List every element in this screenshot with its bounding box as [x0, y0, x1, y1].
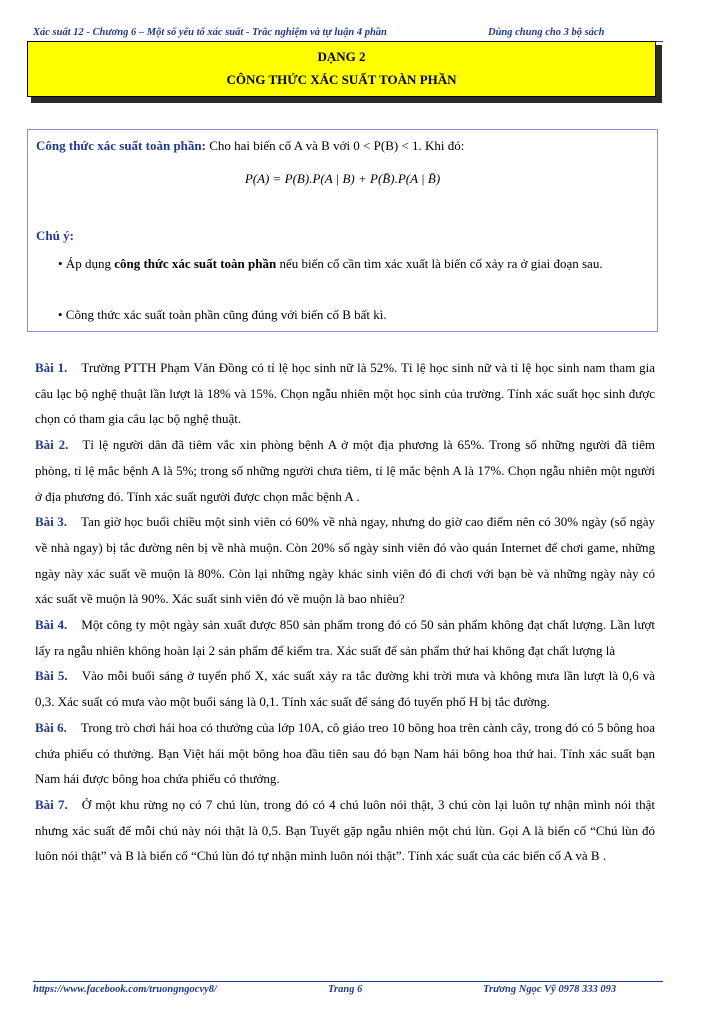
banner-line-1: DẠNG 2 — [317, 49, 366, 64]
exercise-text: Một công ty một ngày sản xuất được 850 sản phẩm trong đó có 50 sản phẩm không đạt chất lượng. Lần lượt lấy ra ngẫu nhiên không hoàn lại 2 sản phẩm để kiểm tra. Xác suất để sản phẩm thứ hai không đạt chất lượng là — [35, 617, 655, 658]
note-title: Chú ý: — [36, 228, 74, 243]
exercise-1 — [35, 355, 655, 432]
exercise-text: Vào mỗi buổi sáng ở tuyến phố X, xác suất xảy ra tắc đường khi trời mưa và không mưa lần lượt là 0,6 và 0,3. Xác suất có mưa vào một buổi sáng là 0,1. Tính xác suất để sáng đó tuyến phố H bị tắc đường. — [35, 668, 655, 710]
exercise-4 — [35, 612, 655, 663]
header-subtitle: Dùng chung cho 3 bộ sách — [488, 27, 605, 38]
section-banner — [27, 41, 656, 97]
page-header — [33, 27, 663, 42]
exercise-label: Bài 6. — [35, 719, 67, 735]
formula-intro-title: Công thức xác suất toàn phần: — [36, 138, 206, 153]
exercise-text: Trong trò chơi hái hoa có thưởng của lớp 10A, cô giáo treo 10 bông hoa trên cành cây, trong đó có 5 bông hoa chứa phiếu có thưởng. Bạn Việt hái một bông hoa đầu tiên sau đó bạn Nam hái bông hoa thứ hai. Tính xác suất bạn Nam hái được bông hoa chứa phiếu có thưởng. — [35, 719, 655, 787]
header-title: Xác suất 12 - Chương 6 – Một số yếu tố xác suất - Trắc nghiệm và tự luận 4 phần — [33, 27, 387, 38]
exercise-label: Bài 4. — [35, 617, 68, 633]
exercise-list — [35, 355, 655, 869]
exercise-label: Bài 1. — [35, 360, 68, 375]
footer-facebook-link[interactable]: https://www.facebook.com/truongngocvy8/ — [33, 984, 217, 995]
formula-box — [27, 129, 658, 332]
exercise-text: Tan giờ học buổi chiều một sinh viên có 60% về nhà ngay, nhưng do giờ cao điểm nên có 30% ngày (số ngày về nhà ngay) bị tắc đường nên bị về nhà muộn. Còn 20% số ngày sinh viên đó vào quán Internet để chơi game, những ngày này xác suất về muộn là 80%. Còn lại những ngày khác sinh viên đó đi chơi với bạn bè và những ngày này có xác suất về muộn là 90%. Xác suất sinh viên đó về muộn là bao nhiêu? — [35, 514, 655, 607]
formula-intro — [36, 138, 464, 154]
exercise-5 — [35, 663, 655, 714]
exercise-label: Bài 2. — [35, 437, 69, 453]
total-probability-formula: P(A) = P(B).P(A | B) + P(B̄).P(A | B̄) — [244, 171, 441, 186]
footer-page-number: Trang 6 — [328, 984, 363, 995]
footer-divider — [33, 981, 663, 982]
exercise-text: Tỉ lệ người dân đã tiêm vắc xin phòng bệnh A ở một địa phương là 65%. Trong số những người đã tiêm phòng, tỉ lệ mắc bệnh A là 5%; trong số những người chưa tiêm, tỉ lệ mắc bệnh A là 17%. Chọn ngẫu nhiên một người ở địa phương đó. Tính xác suất người được chọn mắc bệnh A . — [35, 437, 655, 504]
exercise-6 — [35, 715, 655, 792]
footer-author: Trương Ngọc Vỹ 0978 333 093 — [483, 984, 617, 995]
exercise-label: Bài 7. — [35, 796, 68, 812]
exercise-text: Trường PTTH Phạm Văn Đồng có tỉ lệ học sinh nữ là 52%. Tỉ lệ học sinh nữ và tỉ lệ học sinh nam tham gia câu lạc bộ nghệ thuật lần lượt là 18% và 15%. Chọn ngẫu nhiên một học sinh của trường. Tính xác suất học sinh được chọn có tham gia câu lạc bộ nghệ thuật. — [35, 360, 655, 427]
note-bullet-1-bold: công thức xác suất toàn phần — [114, 256, 277, 271]
exercise-3 — [35, 509, 655, 612]
banner-line-2: CÔNG THỨC XÁC SUẤT TOÀN PHẦN — [226, 72, 457, 87]
note-bullet-2: • Công thức xác suất toàn phần cũng đúng với biến cố B bất kì. — [58, 307, 387, 322]
exercise-label: Bài 5. — [35, 668, 68, 684]
exercise-text: Ở một khu rừng nọ có 7 chú lùn, trong đó có 4 chú luôn nói thật, 3 chú còn lại luôn tự nhận mình nói thật nhưng xác suất để mỗi chú này nói thật là 0,5. Bạn Tuyết gặp ngẫu nhiên một chú lùn. Gọi A là biến cố “Chú lùn đó luôn nói thật” và B là biến cố “Chú lùn đó tự nhận mình luôn nói thật”. Tính xác suất của các biến cố A và B . — [35, 796, 655, 864]
exercise-2 — [35, 432, 655, 509]
exercise-label: Bài 3. — [35, 514, 68, 530]
note-bullet-1: • Áp dụng công thức xác suất toàn phần nếu biến cố cần tìm xác xuất là biến cố xảy ra ở giai đoạn sau. — [58, 256, 603, 271]
formula-intro-text: Cho hai biến cố A và B với 0 < P(B) < 1. Khi đó: — [205, 138, 465, 153]
exercise-7 — [35, 792, 655, 869]
